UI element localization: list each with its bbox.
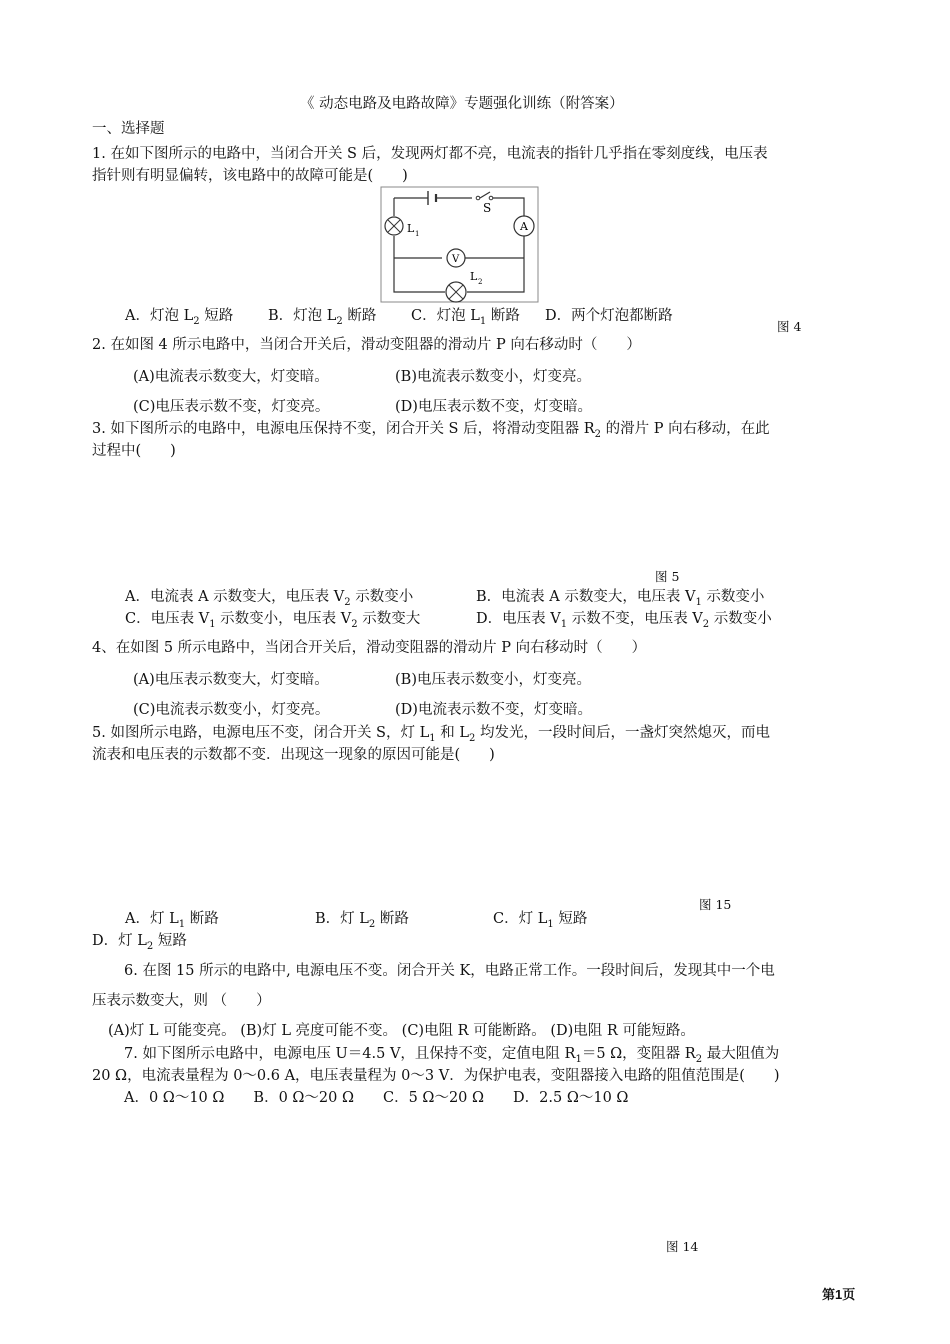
q7-line2: 20 Ω，电流表量程为 0～0.6 A，电压表量程为 0～3 V．为保护电表，变阻器接入电路的阻值范围是( ) <box>92 1068 780 1084</box>
q5-line2: 流表和电压表的示数都不变．出现这一现象的原因可能是( ) <box>92 747 495 763</box>
q1-option-b: B．灯泡 $L_2$ 断路 <box>268 308 377 327</box>
lamp1-sub: 1 <box>415 230 420 238</box>
q1-option-a: A．灯泡 $L_2$ 短路 <box>125 308 234 327</box>
q2-option-a: (A)电流表示数变大，灯变暗。 <box>133 369 329 385</box>
q1-circuit-diagram <box>380 186 540 304</box>
q4-option-c: (C)电流表示数变小，灯变亮。 <box>133 702 330 718</box>
q2-option-c: (C)电压表示数不变，灯变亮。 <box>133 399 330 415</box>
fig5-caption: 图 5 <box>655 569 680 584</box>
q4-stem: 4、在如图 5 所示电路中，当闭合开关后，滑动变阻器的滑动片 P 向右移动时（ ） <box>92 640 647 656</box>
lamp2-sub: 2 <box>478 278 483 286</box>
fig4-caption: 图 4 <box>777 319 802 334</box>
page-number: 第1页 <box>822 1287 856 1302</box>
q3-option-c: C．电压表 $V_1$ 示数变小，电压表 $V_2$ 示数变大 <box>125 611 421 630</box>
q3-option-d: D．电压表 $V_1$ 示数不变，电压表 $V_2$ 示数变小 <box>476 611 772 630</box>
q5-option-c: C．灯 $L_1$ 短路 <box>493 911 588 930</box>
q2-stem: 2. 在如图 4 所示电路中，当闭合开关后，滑动变阻器的滑动片 P 向右移动时（ ） <box>92 337 641 353</box>
lamp1-label: L <box>407 222 415 235</box>
voltmeter-label: V <box>452 254 460 265</box>
q3-option-a: A．电流表 A 示数变大，电压表 $V_2$ 示数变小 <box>125 589 414 608</box>
q6-line2: 压表示数变大，则 （ ） <box>92 993 271 1009</box>
q3-line1: 3. 如下图所示的电路中，电源电压保持不变，闭合开关 S 后，将滑动变阻器 $R_2$ 的滑片 P 向右移动，在此 <box>92 421 770 440</box>
q1-line2: 指针则有明显偏转，该电路中的故障可能是( ) <box>92 168 408 184</box>
q1-option-c: C．灯泡 $L_1$ 断路 <box>411 308 520 327</box>
q3-line2: 过程中( ) <box>92 443 176 459</box>
q4-option-a: (A)电压表示数变大，灯变暗。 <box>133 672 329 688</box>
q7-options: A．0 Ω～10 Ω B．0 Ω～20 Ω C．5 Ω～20 Ω D．2.5 Ω～10 Ω <box>124 1090 629 1106</box>
q5-line1: 5. 如图所示电路，电源电压不变，闭合开关 S，灯 $L_1$ 和 $L_2$ 均发光，一段时间后，一盏灯突然熄灭，而电 <box>92 725 770 744</box>
q1-option-d: D．两个灯泡都断路 <box>545 308 673 324</box>
q2-option-d: (D)电压表示数不变，灯变暗。 <box>395 399 592 415</box>
fig15-caption: 图 15 <box>699 897 732 912</box>
fig14-caption: 图 14 <box>666 1239 699 1254</box>
lamp2-label: L <box>470 270 478 283</box>
q3-option-b: B．电流表 A 示数变大，电压表 $V_1$ 示数变小 <box>476 589 765 608</box>
ammeter-label: A <box>520 220 528 233</box>
q6-options: (A)灯 L 可能变亮。 (B)灯 L 亮度可能不变。 (C)电阻 R 可能断路。 (D)电阻 R 可能短路。 <box>108 1023 695 1039</box>
section-heading: 一、选择题 <box>92 121 165 137</box>
q2-option-b: (B)电流表示数变小，灯变亮。 <box>395 369 591 385</box>
q4-option-d: (D)电流表示数不变，灯变暗。 <box>395 702 592 718</box>
q7-line1: 7. 如下图所示电路中，电源电压 U＝4.5 V，且保持不变，定值电阻 $R_1=5$ Ω，变阻器 $R_2$ 最大阻值为 <box>124 1046 780 1065</box>
q1-line1: 1. 在如下图所示的电路中，当闭合开关 S 后，发现两灯都不亮，电流表的指针几乎指在零刻度线，电压表 <box>92 146 768 162</box>
q5-option-d: D．灯 $L_2$ 短路 <box>92 933 187 952</box>
page-title: 《 动态电路及电路故障》专题强化训练（附答案） <box>300 96 624 112</box>
q6-line1: 6. 在图 15 所示的电路中, 电源电压不变。闭合开关 K，电路正常工作。一段时间后，发现其中一个电 <box>124 963 775 979</box>
q5-option-b: B．灯 $L_2$ 断路 <box>315 911 409 930</box>
q5-option-a: A．灯 $L_1$ 断路 <box>125 911 219 930</box>
q4-option-b: (B)电压表示数变小，灯变亮。 <box>395 672 591 688</box>
switch-label: S <box>483 201 492 215</box>
